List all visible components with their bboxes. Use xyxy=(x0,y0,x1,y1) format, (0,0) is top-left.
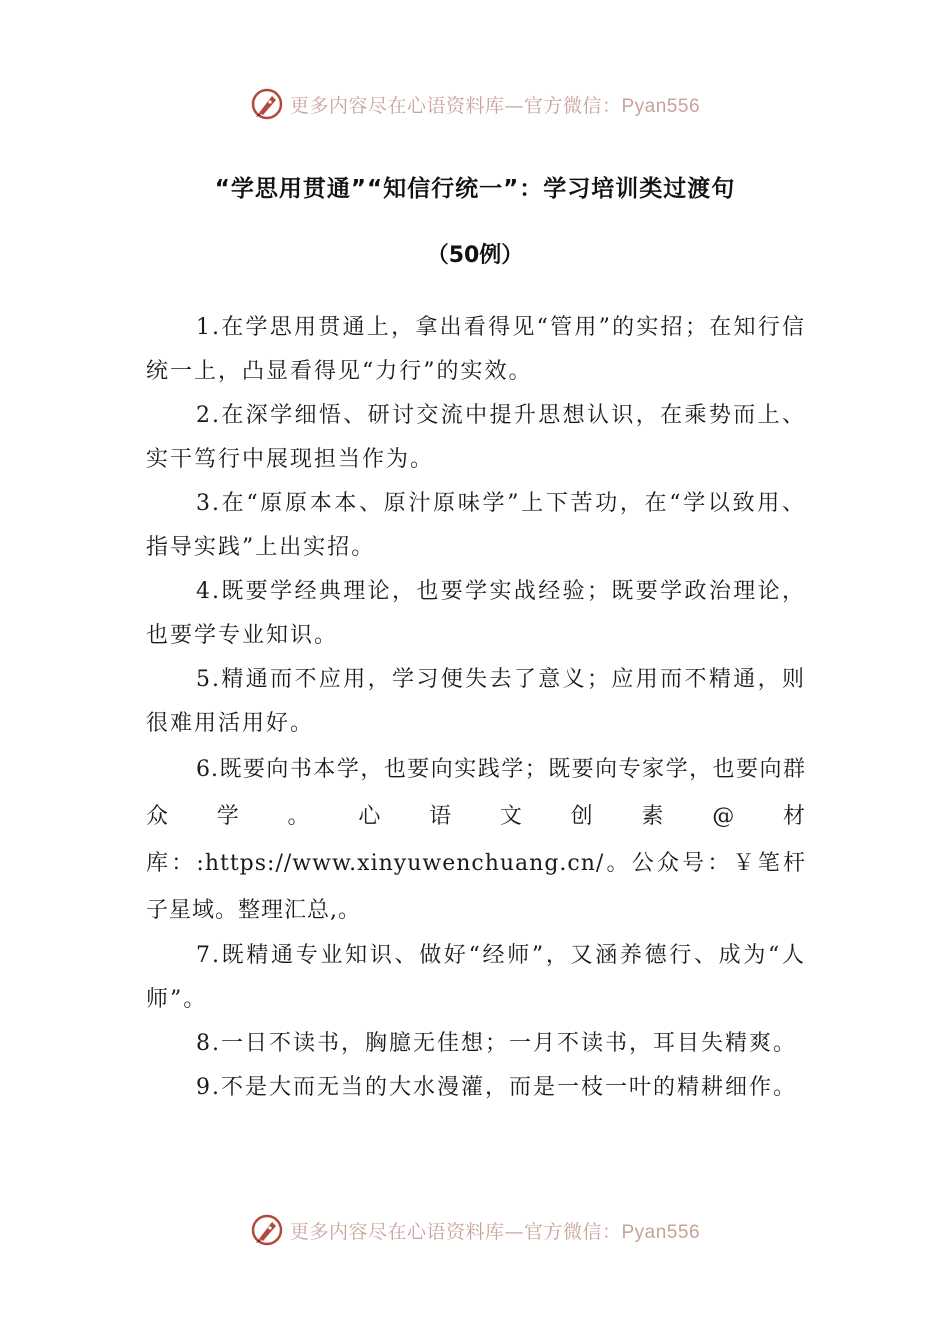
list-item: 8.一日不读书，胸臆无佳想；一月不读书，耳目失精爽。 xyxy=(196,1031,797,1056)
list-item: 2.在深学细悟、研讨交流中提升思想认识，在乘势而上、实干笃行中展现担当作为。 xyxy=(146,403,806,472)
document-body xyxy=(146,306,806,1110)
wechat-id: Pyan556 xyxy=(621,1221,701,1243)
header-watermark-banner xyxy=(0,84,950,124)
list-item: 3.在“原原本本、原汁原味学”上下苦功，在“学以致用、指导实践”上出实招。 xyxy=(146,491,806,560)
wechat-id: Pyan556 xyxy=(621,95,701,117)
watermark-text: 更多内容尽在心语资料库—官方微信：Pyan556 xyxy=(289,1220,701,1243)
pen-nib-logo-icon xyxy=(250,87,284,121)
footer-watermark-banner xyxy=(0,1210,950,1250)
list-item: 1.在学思用贯通上，拿出看得见“管用”的实招；在知行信统一上，凸显看得见“力行”的实效。 xyxy=(146,315,806,384)
pen-nib-logo-icon xyxy=(250,1213,284,1247)
document-title: “学思用贯通”“知信行统一”：学习培训类过渡句 xyxy=(214,176,736,202)
document-subtitle: （50例） xyxy=(426,243,524,268)
list-item: 5.精通而不应用，学习便失去了意义；应用而不精通，则很难用活用好。 xyxy=(146,667,806,736)
list-item: 7.既精通专业知识、做好“经师”，又涵养德行、成为“人师”。 xyxy=(146,943,806,1012)
list-item: 9.不是大而无当的大水漫灌，而是一枝一叶的精耕细作。 xyxy=(196,1075,797,1100)
list-item: 6.既要向书本学，也要向实践学；既要向专家学，也要向群众学。心语文创素@材库：:https://www.xinyuwenchuang.cn/。公众号：￥笔杆子星域。整理汇总,。 xyxy=(146,757,806,923)
list-item: 4.既要学经典理论，也要学实战经验；既要学政治理论，也要学专业知识。 xyxy=(146,579,806,648)
watermark-text: 更多内容尽在心语资料库—官方微信：Pyan556 xyxy=(289,94,701,117)
